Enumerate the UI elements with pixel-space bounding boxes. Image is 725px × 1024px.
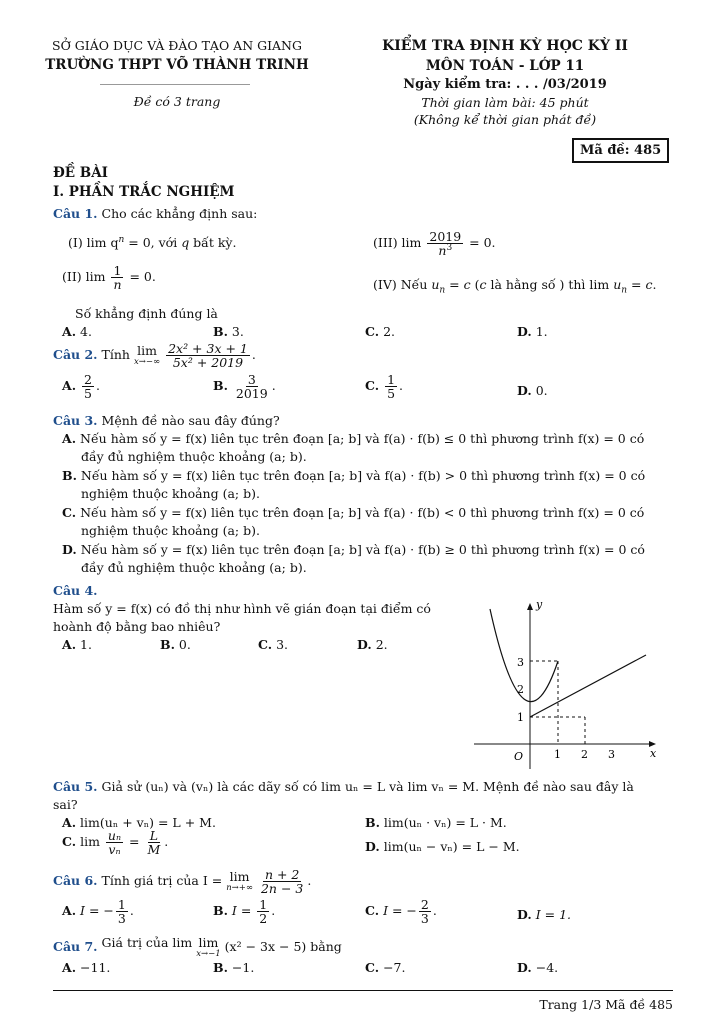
question-stem: Tính giá trị của I = (101, 873, 223, 889)
question-4-line-2: hoành độ bằng bao nhiêu? (53, 619, 221, 634)
s4-i: = (627, 277, 646, 292)
s3-den: n (438, 243, 447, 259)
question-stem: Cho các khẳng định sau: (101, 206, 258, 221)
question-stem: Giá trị của lim (101, 935, 193, 950)
q7-option-b[interactable]: B. −1. (213, 960, 255, 975)
s3-a: (III) lim (373, 235, 422, 251)
y-tick-3: 3 (517, 656, 524, 669)
s2-e: = 0. (125, 269, 156, 285)
q2-option-c[interactable]: C. $\frac{1}{5}$ . (365, 372, 404, 402)
option-text: 1. (80, 637, 92, 652)
option-text: 3. (231, 324, 244, 339)
statement-2 (62, 264, 156, 291)
q6-option-d[interactable]: D. I = 1. (517, 907, 572, 922)
opt-den: 5 (84, 386, 92, 402)
question-stem: Giả sử (uₙ) và (vₙ) là các dãy số có lim uₙ = L và lim vₙ = M. Mệnh đề nào sau đây là (101, 779, 634, 794)
opt-den: 2019 (235, 386, 268, 402)
option-line-1: Nếu hàm số y = f(x) liên tục trên đoạn [a; b] và f(a) · f(b) > 0 thì phương trình f(x) = 0 có (80, 468, 646, 483)
q6-option-c[interactable]: C. I = − $\frac{2}{3}$ . (365, 897, 437, 927)
s1-c: q (181, 235, 190, 251)
question-7: Câu 7. Giá trị của lim lim x→−1 (x² − 3x − 5) bằng (53, 935, 342, 959)
q2-option-a[interactable]: A. $\frac{2}{5}$ . (62, 372, 100, 402)
part-title: I. PHẦN TRẮC NGHIỆM (53, 184, 235, 200)
question-stem: Tính (101, 347, 130, 363)
question-label: Câu 6. (53, 873, 98, 889)
opt-num: 1 (259, 897, 268, 912)
opt-num: uₙ (107, 828, 122, 843)
subject: MÔN TOÁN - LỚP 11 (425, 58, 585, 74)
q1-option-a[interactable]: A. 4. (62, 324, 92, 339)
x-tick-2: 2 (581, 748, 588, 761)
question-2: Câu 2. Tính lim x→−∞ $\frac{\text{2x² + 3x + 1}}{\text{5x² + 2019}}$ . (53, 341, 256, 371)
option-text: −7. (383, 960, 406, 975)
s4-h: u (613, 277, 622, 292)
lim-sub: x→−1 (196, 948, 221, 959)
question-5 (53, 779, 634, 794)
s4-e: ( (470, 277, 480, 292)
q3-option-d[interactable]: D. Nếu hàm số y = f(x) liên tục trên đoạn [a; b] và f(a) · f(b) ≥ 0 thì phương trình f(x) = 0 có (62, 542, 645, 557)
option-text: −1. (231, 960, 255, 975)
opt-num-2: L (149, 828, 159, 843)
opt-den-2: M (147, 842, 161, 858)
q7-option-c[interactable]: C. −7. (365, 960, 406, 975)
s2-den: n (113, 277, 122, 293)
denominator: 2n − 3 (260, 881, 304, 897)
s4-k: . (652, 277, 657, 292)
lim-word: lim (229, 869, 250, 885)
denominator: 5x² + 2019 (172, 355, 244, 371)
question-stem: Mệnh đề nào sau đây đúng? (101, 413, 280, 428)
q4-option-b[interactable]: B. 0. (160, 637, 191, 652)
s4-a: (IV) Nếu (373, 277, 432, 292)
s4-b: u (431, 277, 440, 292)
question-label: Câu 7. (53, 939, 98, 954)
question-label: Câu 3. (53, 413, 98, 428)
exam-title: KIỂM TRA ĐỊNH KỲ HỌC KỲ II (382, 38, 628, 54)
opt-num: 2 (420, 897, 429, 912)
s3-e: = 0. (465, 235, 496, 251)
y-tick-1: 1 (517, 711, 524, 724)
statement-4: (IV) Nếu $u_n = c$ (c là hằng số ) thì $\lim u_n = c$. (373, 277, 657, 296)
q2-option-b[interactable]: B. $\frac{3}{2019}$ . (213, 372, 276, 402)
section-title: ĐỀ BÀI (53, 165, 108, 181)
option-text: 4. (80, 324, 92, 339)
opt-num: 2 (84, 372, 92, 387)
q1-option-b[interactable]: B. 3. (213, 324, 244, 339)
s1-b: = 0, với (124, 235, 182, 251)
question-rest: (x² − 3x − 5) bằng (224, 939, 342, 954)
opt-pre: I = (231, 903, 256, 919)
numerator: 2x² + 3x + 1 (168, 341, 248, 356)
y-axis-arrow (527, 603, 533, 610)
lim-sub: n→+∞ (226, 882, 253, 893)
q3-option-d-line-2: đầy đủ nghiệm thuộc khoảng (a; b). (81, 560, 307, 575)
opt-den: 3 (420, 911, 429, 927)
option-line-1: Nếu hàm số y = f(x) liên tục trên đoạn [a; b] và f(a) · f(b) ≥ 0 thì phương trình f(x) = 0 có (80, 542, 645, 557)
opt-pre: I = − (383, 903, 417, 919)
statement-3: (III) lim $\frac{2019}{n^3}$ = 0. (373, 229, 496, 259)
q6-option-b[interactable]: B. I = $\frac{1}{2}$ . (213, 897, 276, 927)
lim-sub: x→−∞ (133, 356, 161, 367)
option-text: 1. (535, 324, 548, 339)
q3-option-b[interactable]: B. Nếu hàm số y = f(x) liên tục trên đoạn [a; b] và f(a) · f(b) > 0 thì phương trình f(x) = 0 có (62, 468, 646, 483)
x-label: x (650, 747, 657, 760)
q5-option-a[interactable]: A. lim(uₙ + vₙ) = L + M. (62, 815, 216, 830)
q6-option-a[interactable]: A. I = − $\frac{1}{3}$ . (62, 897, 134, 927)
numerator: n + 2 (264, 867, 300, 882)
q4-option-a[interactable]: A. 1. (62, 637, 92, 652)
q1-option-d[interactable]: D. 1. (517, 324, 548, 339)
question-label: Câu 2. (53, 347, 98, 363)
time-note: (Không kể thời gian phát đề) (413, 112, 597, 127)
q3-option-a[interactable]: A. Nếu hàm số y = f(x) liên tục trên đoạn [a; b] và f(a) · f(b) ≤ 0 thì phương trình f(x) = 0 có (62, 431, 645, 446)
option-text: −4. (535, 960, 559, 975)
opt-num: 1 (387, 372, 396, 387)
s4-f: c (479, 277, 487, 292)
q5-option-c[interactable]: C. lim $\frac{\text{uₙ}}{\text{vₙ}}$ = $\frac{L}{M}$ . (62, 828, 169, 858)
lim-word: lim (80, 834, 100, 850)
question-1-ask: Số khẳng định đúng là (75, 306, 218, 321)
statement-1: (I) $\lim q^n = 0$, với q bất kỳ. (68, 235, 237, 251)
s4-j: c (645, 277, 653, 292)
s2-num: 1 (113, 263, 122, 278)
y-tick-2: 2 (517, 683, 524, 696)
footer-page: Trang 1/3 Mã đề 485 (539, 997, 673, 1012)
option-text: 2. (375, 637, 388, 652)
page-count-note: Đề có 3 trang (133, 94, 221, 109)
question-label: Câu 1. (53, 206, 98, 221)
q3-option-a-line-2: đầy đủ nghiệm thuộc khoảng (a; b). (81, 449, 307, 464)
option-text: 0. (535, 383, 548, 398)
option-text: lim(uₙ · vₙ) = L · M. (383, 815, 507, 830)
opt-den: vₙ (108, 842, 121, 858)
question-5-line-2: sai? (53, 797, 78, 812)
school-name: TRƯỜNG THPT VÕ THÀNH TRINH (45, 57, 309, 73)
opt-den: 2 (259, 911, 268, 927)
question-4-line-1: Hàm số y = f(x) có đồ thị như hình vẽ gián đoạn tại điểm có (53, 601, 431, 616)
opt-den: 5 (387, 386, 396, 402)
option-line-1: Nếu hàm số y = f(x) liên tục trên đoạn [a; b] và f(a) · f(b) ≤ 0 thì phương trình f(x) = 0 có (80, 431, 645, 446)
opt-num: 3 (247, 372, 256, 387)
function-graph (470, 595, 670, 770)
question-6: Câu 6. Tính giá trị của I = lim n→+∞ $\frac{n + 2}{2n - 3}$ . (53, 867, 312, 897)
q7-option-a[interactable]: A. −11. (62, 960, 111, 975)
s4-g: là hằng số ) thì lim (486, 277, 614, 292)
x-tick-3: 3 (608, 748, 615, 761)
option-text: 3. (276, 637, 289, 652)
lim-word: lim (137, 343, 157, 359)
option-line-1: Nếu hàm số y = f(x) liên tục trên đoạn [a; b] và f(a) · f(b) < 0 thì phương trình f(x) = 0 có (80, 505, 645, 520)
question-4-label: Câu 4. (53, 583, 98, 598)
s1-a: (I) lim q (68, 235, 119, 251)
y-label: y (536, 598, 543, 611)
s1-d: bất kỳ. (189, 235, 237, 251)
question-label: Câu 5. (53, 779, 98, 794)
s4-d: c (463, 277, 471, 292)
option-text: lim(uₙ + vₙ) = L + M. (80, 815, 216, 830)
q4-option-d[interactable]: D. 2. (357, 637, 388, 652)
question-1 (53, 206, 257, 221)
x-tick-1: 1 (554, 748, 561, 761)
q3-option-c-line-2: nghiệm thuộc khoảng (a; b). (81, 523, 260, 538)
option-text: I = 1. (535, 907, 572, 922)
curve-left (490, 609, 558, 702)
q2-option-d[interactable]: D. 0. (517, 383, 548, 398)
option-text: −11. (80, 960, 111, 975)
equals: = (125, 834, 144, 850)
footer-rule (53, 990, 673, 991)
q1-option-c[interactable]: C. 2. (365, 324, 396, 339)
header-divider (100, 84, 250, 85)
q5-option-d[interactable]: D. lim(uₙ − vₙ) = L − M. (365, 839, 520, 854)
question-3 (53, 413, 280, 428)
school-dept: SỞ GIÁO DỤC VÀ ĐÀO TẠO AN GIANG (52, 38, 302, 53)
s2-a: (II) lim (62, 269, 106, 285)
opt-num: 1 (117, 897, 126, 912)
q4-option-c[interactable]: C. 3. (258, 637, 289, 652)
q3-option-b-line-2: nghiệm thuộc khoảng (a; b). (81, 486, 260, 501)
option-text: lim(uₙ − vₙ) = L − M. (383, 839, 520, 854)
opt-den: 3 (117, 911, 126, 927)
exam-date: Ngày kiểm tra: . . . /03/2019 (403, 77, 607, 92)
option-text: 0. (178, 637, 191, 652)
s3-num: 2019 (429, 229, 462, 244)
q3-option-c[interactable]: C. Nếu hàm số y = f(x) liên tục trên đoạn [a; b] và f(a) · f(b) < 0 thì phương trình f(x) = 0 có (62, 505, 645, 520)
option-text: 2. (383, 324, 396, 339)
q7-option-d[interactable]: D. −4. (517, 960, 559, 975)
origin-label: O (514, 750, 524, 763)
time-limit: Thời gian làm bài: 45 phút (421, 95, 589, 110)
s4-c: = (445, 277, 464, 292)
q5-option-b[interactable]: B. lim(uₙ · vₙ) = L · M. (365, 815, 507, 830)
opt-pre: I = − (80, 903, 114, 919)
exam-code-box: Mã đề: 485 (572, 138, 669, 163)
